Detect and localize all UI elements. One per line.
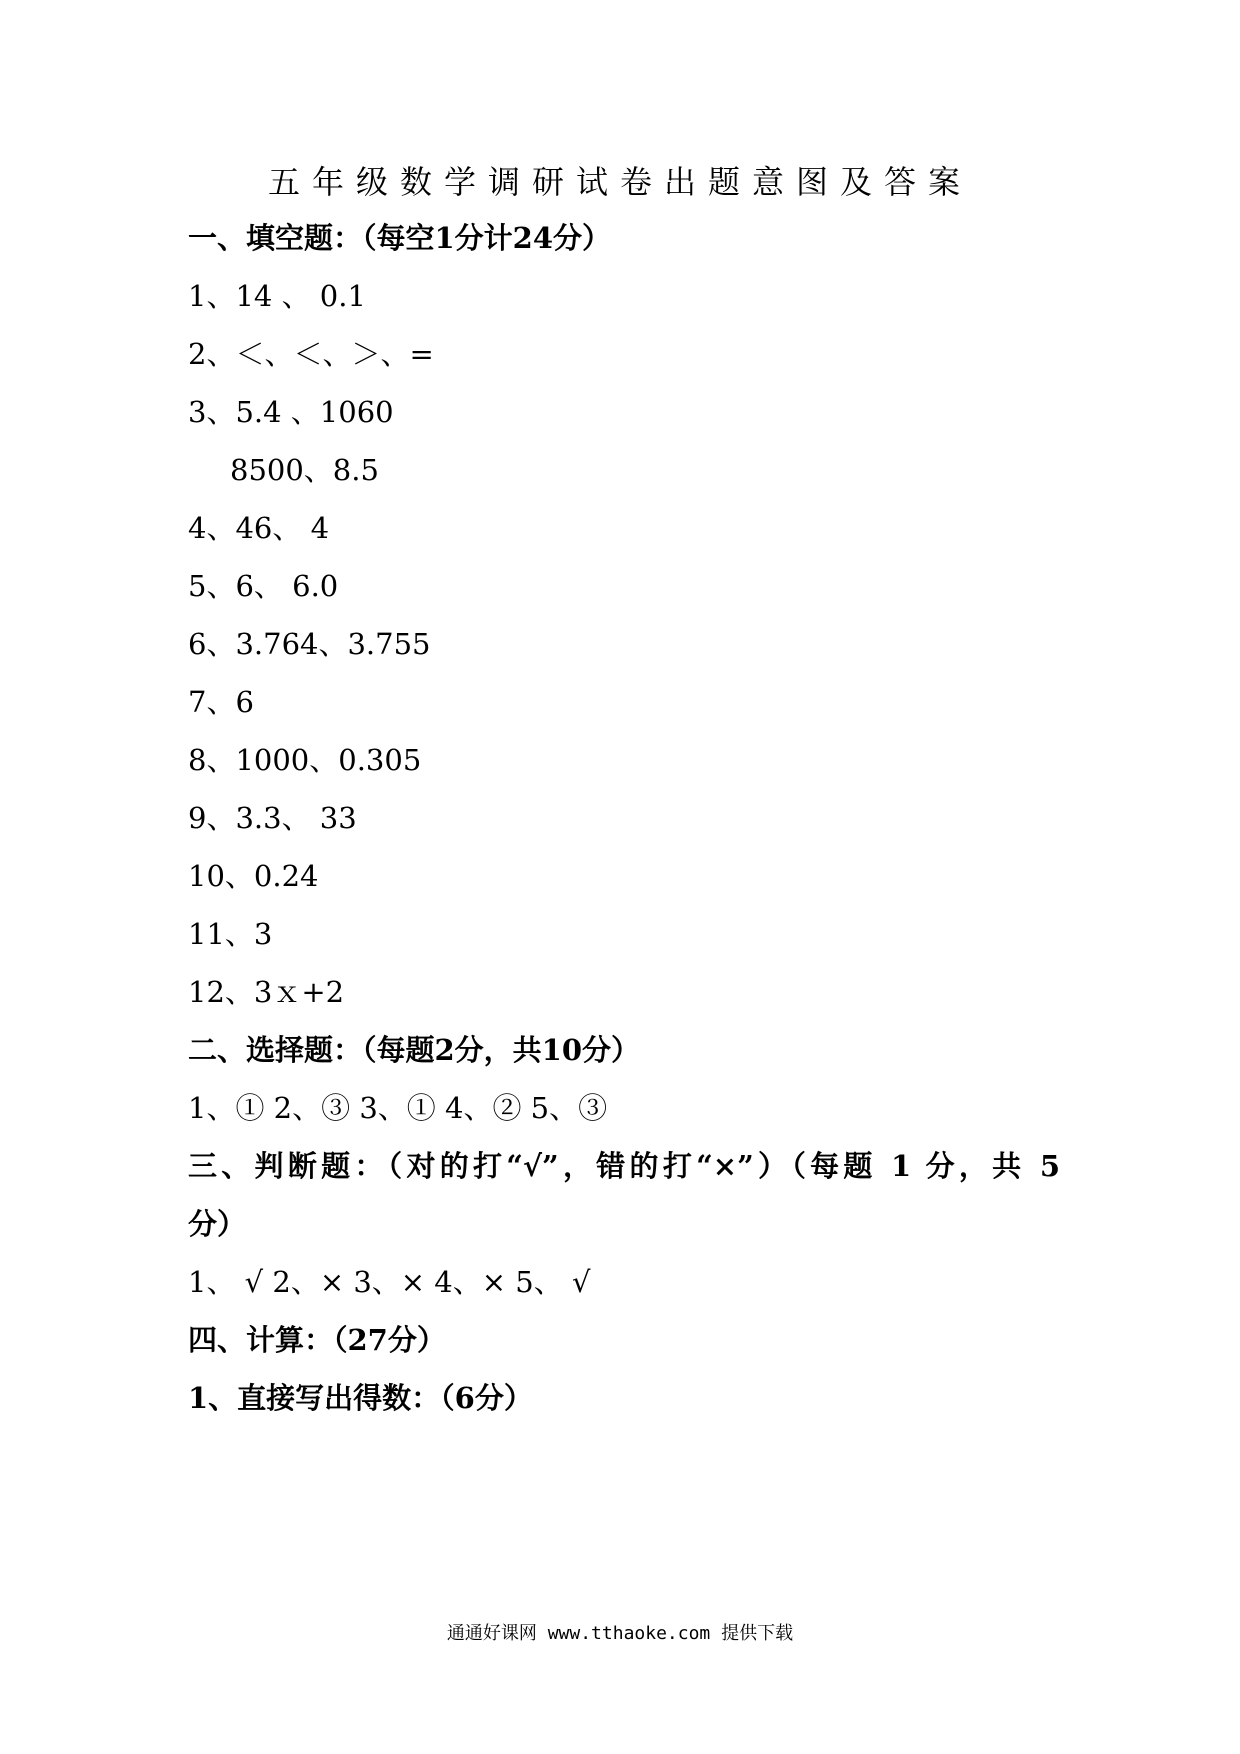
answer-line: 7、6 [188, 685, 254, 719]
answer-line: 6、3.764、3.755 [188, 627, 431, 661]
section-3-heading-continued: 分） [188, 1207, 247, 1241]
section-2-heading: 二、选择题：（每题2分，共10分） [188, 1033, 641, 1067]
answer-line: 8、1000、0.305 [188, 743, 422, 777]
page-title: 五年级数学调研试卷出题意图及答案 [267, 163, 972, 201]
answer-line: 1、① 2、③ 3、① 4、② 5、③ [188, 1091, 608, 1125]
answer-line: 10、0.24 [188, 859, 319, 893]
section-4-heading: 四、计算：（27分） [188, 1323, 446, 1357]
answer-line: 4、46、 4 [188, 511, 330, 545]
section-3-heading: 三、判断题：（对的打“√”，错的打“×”）（每题 1 分，共 5 [188, 1149, 1060, 1183]
answer-line: 5、6、 6.0 [188, 569, 339, 603]
answer-line: 8500、8.5 [230, 453, 379, 487]
answer-line: 3、5.4 、1060 [188, 395, 394, 429]
answer-line: 1、14 、 0.1 [188, 279, 366, 313]
answer-line: 2、＜、＜、＞、= [188, 337, 434, 371]
answer-line: 12、3ｘ+2 [188, 975, 345, 1009]
answer-line: 9、3.3、 33 [188, 801, 357, 835]
section-1-heading: 一、填空题：（每空1分计24分） [188, 221, 612, 255]
section-4-subheading: 1、直接写出得数：（6分） [188, 1381, 533, 1415]
page-footer: 通通好课网 www.tthaoke.com 提供下载 [446, 1623, 794, 1644]
answer-line: 11、3 [188, 917, 273, 951]
answer-line: 1、 √ 2、× 3、× 4、× 5、 √ [188, 1265, 591, 1299]
